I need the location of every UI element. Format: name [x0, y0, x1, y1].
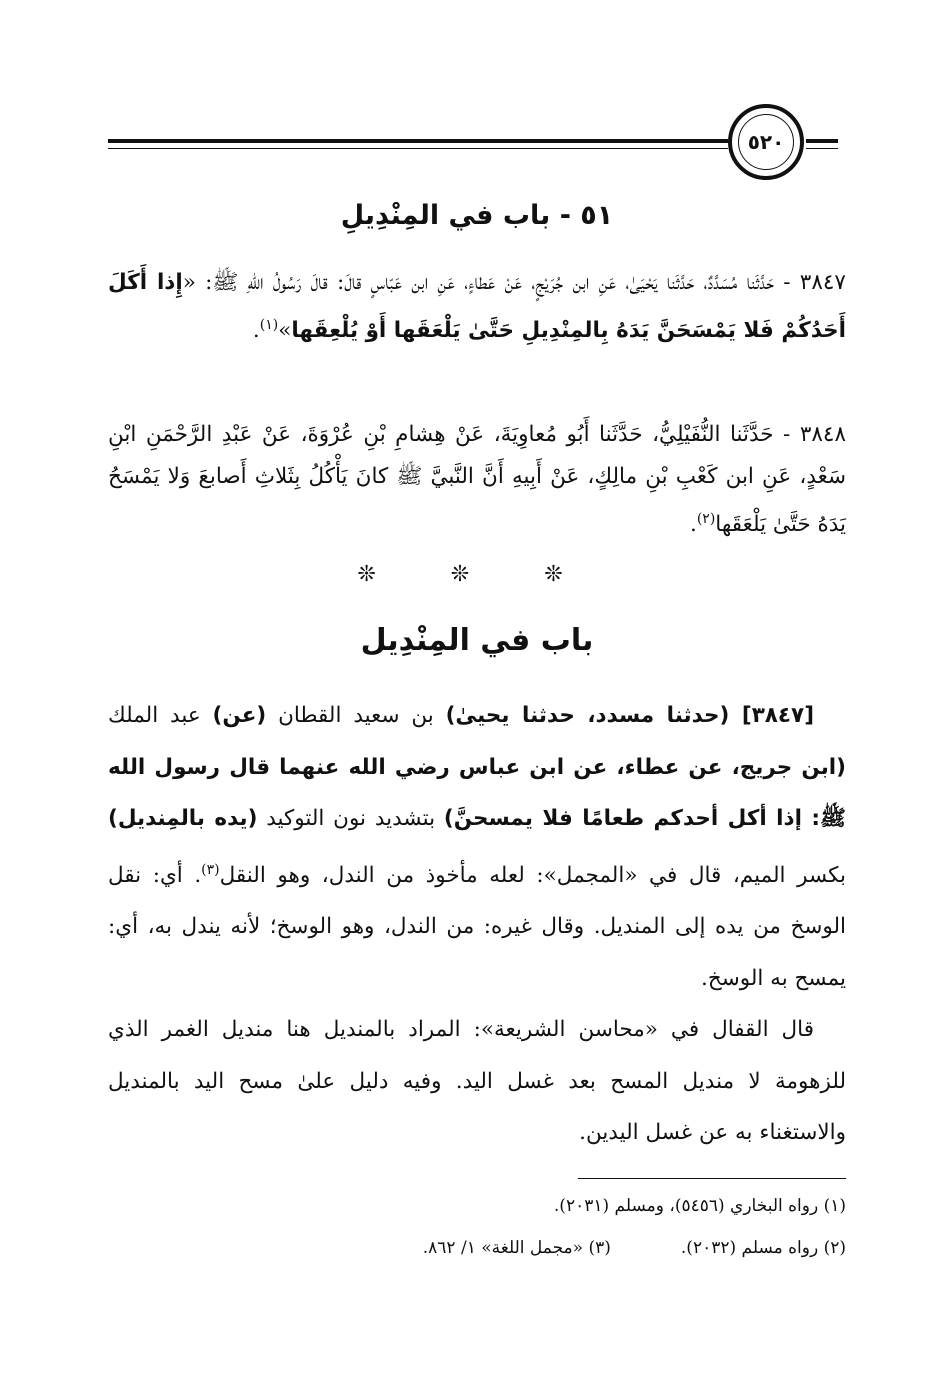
footnote-ref-2: (٢)	[696, 511, 716, 527]
chapter-title: ٥١ - باب في المِنْدِيلِ	[340, 200, 614, 231]
commentary-paragraph: [٣٨٤٧] (حدثنا مسدد، حدثنا يحيىٰ) بن سعيد القطان (عن) عبد الملك (ابن جريج، عن عطاء، عن ابن عباس رضي الله عنهما قال رسول الله ﷺ: إذا أكل أحدكم طعامًا فلا يمسحنَّ) بتشديد نون التوكيد (يده بالمِنديل) بكسر الميم، قال في «المجمل»: لعله مأخوذ من الندل، وهو النقل$^{(٣)}$. أي: نقل الوسخ من يده إلى المنديل. وقال غيره: من الندل، وهو الوسخ؛ لأنه يندل به، أي: يمسح به الوسخ.	[108, 703, 846, 991]
footnote-ref-3: (٣)	[201, 861, 220, 878]
footnote-3: (٣) «مجمل اللغة» ١/ ٨٦٢.	[422, 1238, 611, 1258]
section-separator: ❊ ❊ ❊	[357, 562, 597, 587]
hadith-text-end: يَمْسَحُ يَدَهُ حَتَّىٰ يَلْعَقَها	[108, 464, 846, 538]
header-rule-end	[806, 139, 838, 149]
commentary-title: باب في المِنْدِيل	[360, 623, 594, 658]
commentary-body	[108, 690, 846, 1159]
hadith-isnad: ٣٨٤٨ - حَدَّثَنا النُّفَيْلِيُّ، حَدَّثَنا أَبُو مُعاوِيَةَ، عَنْ هِشامِ بْنِ عُرْوَةَ، عَنْ عَبْدِ الرَّحْمَنِ	[145, 422, 847, 447]
hadith-isnad: ٣٨٤٧ - حَدَّثَنا مُسَدَّدٌ، حَدَّثَنا يَحْيَىٰ، عَنِ ابن جُرَيْجٍ، عَنْ عَطاءٍ، عَنِ ابن عَبّاسٍ	[370, 270, 846, 295]
hadith-text: ابْنِ سَعْدٍ، عَنِ ابن كَعْبِ بْنِ مالِكٍ، عَنْ أَبِيهِ أَنَّ النَّبيَّ ﷺ كانَ يَأْكُلُ بِثَلاثِ أَصابعَ وَلا	[108, 422, 847, 489]
footnotes	[108, 1192, 846, 1262]
hadith-3848: ٣٨٤٨ - حَدَّثَنا النُّفَيْلِيُّ، حَدَّثَنا أَبُو مُعاوِيَةَ، عَنْ هِشامِ بْنِ عُرْوَةَ، عَنْ عَبْدِ الرَّحْمَنِ ابْنِ سَعْدٍ، عَنِ ابن كَعْبِ بْنِ مالِكٍ، عَنْ أَبِيهِ أَنَّ النَّبيَّ ﷺ كانَ يَأْكُلُ بِثَلاثِ أَصابعَ وَلا يَمْسَحُ يَدَهُ حَتَّىٰ يَلْعَقَها$^{(٢)}$.	[108, 422, 847, 538]
footnote-row	[108, 1234, 846, 1262]
footnote-ref-1: (١)	[259, 317, 279, 333]
hadith-intro: قالَ: قالَ رَسُولُ اللهِ ﷺ: «	[182, 270, 362, 295]
hadith-3847: ٣٨٤٧ - حَدَّثَنا مُسَدَّدٌ، حَدَّثَنا يَحْيَىٰ، عَنِ ابن جُرَيْجٍ، عَنْ عَطاءٍ، عَنِ ابن عَبّاسٍ قالَ: قالَ رَسُولُ اللهِ ﷺ: «إِذا أَكَلَ أَحَدُكُمْ فَلا يَمْسَحَنَّ يَدَهُ بِالمِنْدِيلِ حَتَّىٰ يَلْعَقَها أَوْ يُلْعِقَها»$^{(١)}$.	[108, 270, 846, 344]
footnote-2: (٢) رواه مسلم (٢٠٣٢).	[680, 1238, 846, 1258]
header-rule	[108, 139, 728, 149]
quote-close: »	[278, 318, 292, 344]
page-number: ٥٢٠	[738, 114, 794, 170]
footnote-rule	[578, 1178, 846, 1179]
hadith-matn: إِذا أَكَلَ أَحَدُكُمْ فَلا يَمْسَحَنَّ يَدَهُ بِالمِنْدِيلِ حَتَّىٰ يَلْعَقَها أَوْ يُلْعِقَها	[108, 270, 846, 344]
footnote-1: (١) رواه البخاري (٥٤٥٦)، ومسلم (٢٠٣١).	[553, 1196, 846, 1216]
commentary-paragraph: قال القفال في «محاسن الشريعة»: المراد بالمنديل هنا منديل الغمر الذي للزهومة لا منديل المسح بعد غسل اليد. وفيه دليل علىٰ مسح اليد بالمنديل والاستغناء به عن غسل اليدين.	[108, 1017, 846, 1146]
page-number-badge	[728, 104, 804, 180]
